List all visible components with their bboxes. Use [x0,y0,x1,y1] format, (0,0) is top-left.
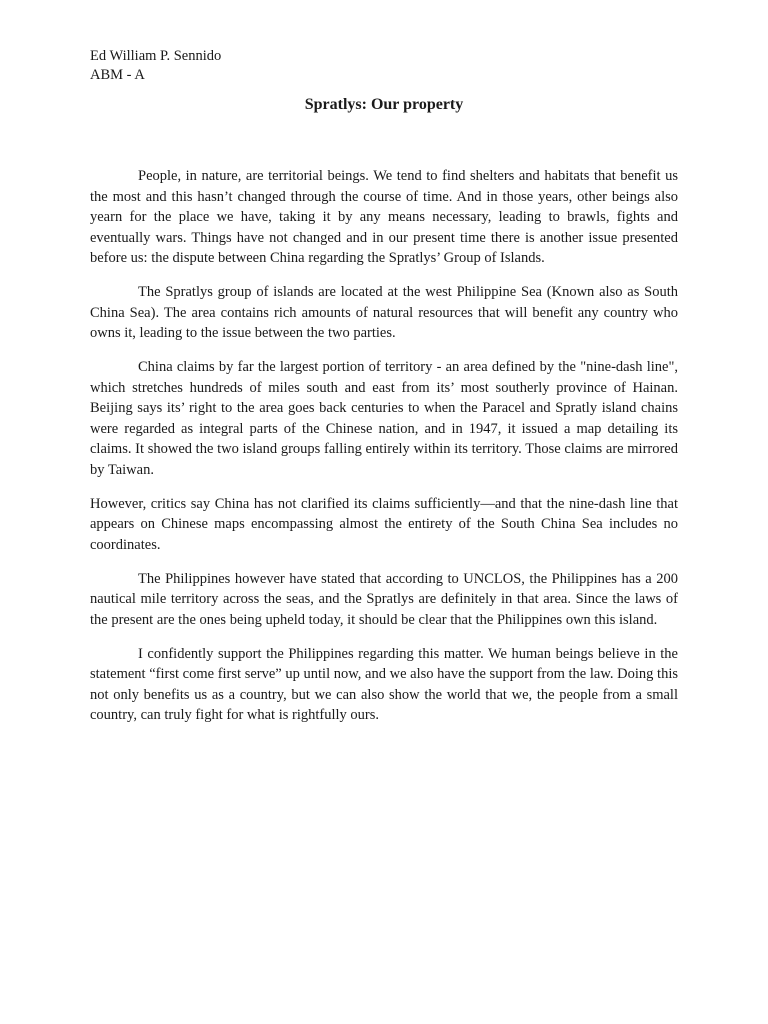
author-block [90,47,221,85]
paragraph-4: However, critics say China has not clarified its claims sufficiently—and that the nine-dash line that appears on Chinese maps encompassing almost the entirety of the South China Sea includes no coordinates. [90,495,678,553]
paragraph-5: The Philippines however have stated that according to UNCLOS, the Philippines has a 200 nautical mile territory across the seas, and the Spratlys are definitely in that area. Since the laws of the present are the ones being upheld today, it should be clear that the Philippines own this island. [90,570,678,628]
paragraph-6: I confidently support the Philippines regarding this matter. We human beings believe in the statement “first come first serve” up until now, and we also have the support from the law. Doing this not only benefits us as a country, but we can also show the world that we, the people from a small country, can truly fight for what is rightfully ours. [90,645,678,723]
class-section: ABM - A [90,67,145,83]
author-name: Ed William P. Sennido [90,48,222,64]
paragraph-3: China claims by far the largest portion of territory - an area defined by the "nine-dash line", which stretches hundreds of miles south and east from its’ most southerly province of Hainan. Beijing says its’ right to the area goes back centuries to when the Paracel and Spratly island chains were regarded as integral parts of the Chinese nation, and in 1947, it issued a map detailing its claims. It showed the two island groups falling entirely within its territory. Those claims are mirrored by Taiwan. [90,359,678,478]
paragraph-1: People, in nature, are territorial beings. We tend to find shelters and habitats that benefit us the most and this hasn’t changed through the course of time. And in those years, other beings also yearn for the place we have, taking it by any means necessary, leading to brawls, fights and eventually wars. Things have not changed and in our present time there is another issue presented before us: the dispute between China regarding the Spratlys’ Group of Islands. [90,168,678,266]
document-title: Spratlys: Our property [304,96,464,113]
essay-body [90,166,678,739]
paragraph-2: The Spratlys group of islands are located at the west Philippine Sea (Known also as South China Sea). The area contains rich amounts of natural resources that will benefit any country who owns it, leading to the issue between the two parties. [90,284,678,341]
